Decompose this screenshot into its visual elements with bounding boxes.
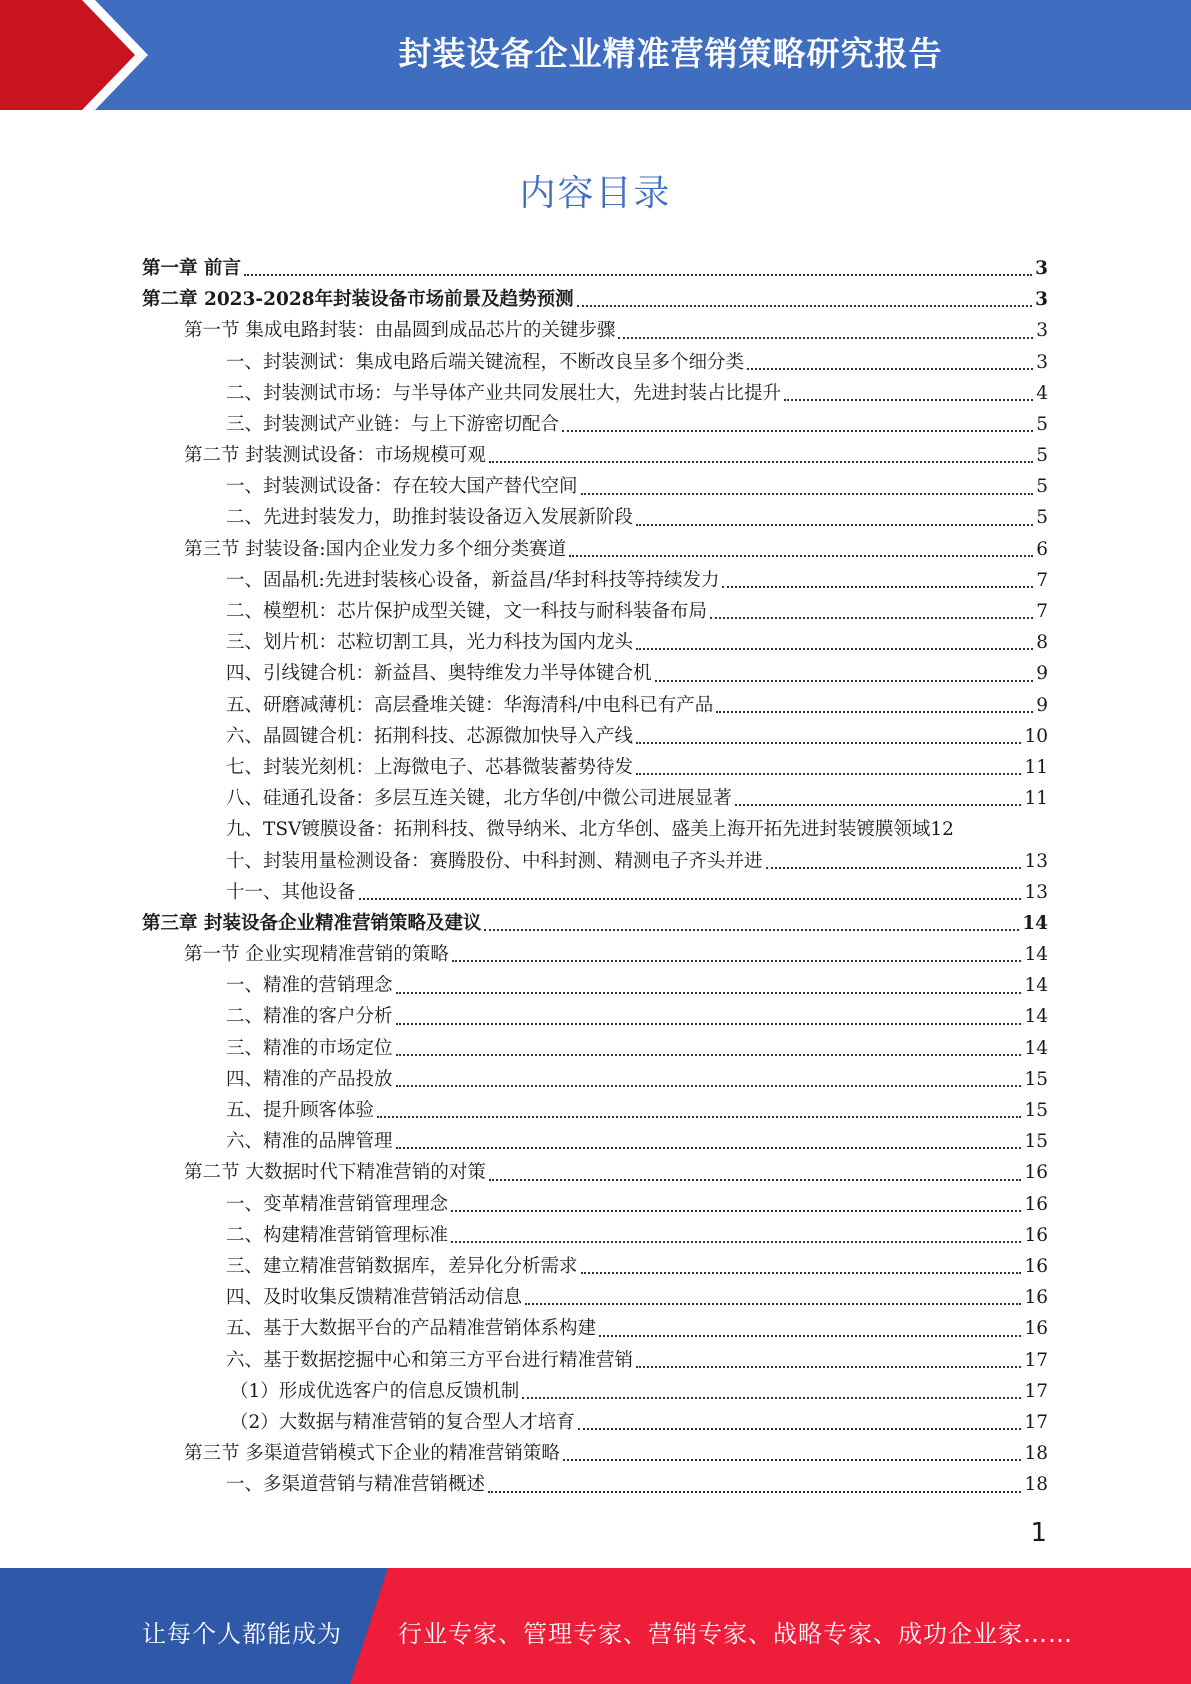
toc-entry-title: 第三节 多渠道营销模式下企业的精准营销策略: [184, 1443, 560, 1465]
toc-entry-title: 三、划片机：芯粒切割工具，光力科技为国内龙头: [226, 632, 634, 654]
header-arrow-graphic: [0, 0, 148, 110]
report-title: 封装设备企业精准营销策略研究报告: [398, 34, 943, 73]
toc-leader-dots: [747, 368, 1033, 370]
toc-entry-title: 五、研磨减薄机：高层叠堆关键：华海清科/中电科已有产品: [226, 694, 714, 716]
toc-entry-title: 八、硅通孔设备：多层互连关键，北方华创/中微公司进展显著: [226, 788, 732, 810]
toc-entry-title: 三、精准的市场定位: [226, 1037, 393, 1059]
toc-entry[interactable]: [142, 939, 1048, 970]
toc-entry[interactable]: [142, 409, 1048, 440]
toc-entry-page: 18: [1024, 1474, 1048, 1496]
toc-entry-page: 12: [930, 819, 954, 841]
toc-leader-dots: [735, 804, 1022, 806]
toc-entry-page: 5: [1036, 413, 1048, 435]
toc-leader-dots: [451, 1210, 1021, 1212]
toc-entry[interactable]: [142, 1376, 1048, 1407]
toc-entry-page: 16: [1024, 1318, 1048, 1340]
toc-leader-dots: [636, 742, 1021, 744]
toc-leader-dots: [489, 461, 1033, 463]
toc-entry-page: 10: [1024, 725, 1048, 747]
toc-leader-dots: [489, 1179, 1022, 1181]
toc-entry[interactable]: [142, 1438, 1048, 1469]
toc-leader-dots: [563, 1459, 1022, 1461]
toc-leader-dots: [484, 929, 1019, 931]
toc-entry[interactable]: [142, 908, 1048, 939]
toc-leader-dots: [396, 992, 1022, 994]
toc-leader-dots: [581, 1272, 1022, 1274]
toc-entry[interactable]: [142, 315, 1048, 346]
toc-leader-dots: [784, 399, 1033, 401]
toc-entry-title: （1）形成优选客户的信息反馈机制: [230, 1380, 520, 1402]
toc-entry-page: 14: [1024, 944, 1048, 966]
toc-entry-page: 5: [1036, 476, 1048, 498]
toc-entry-page: 16: [1024, 1255, 1048, 1277]
toc-entry-page: 13: [1024, 850, 1048, 872]
toc-entry-title: 十、封装用量检测设备：赛腾股份、中科封测、精测电子齐头并进: [226, 850, 763, 872]
toc-entry[interactable]: [142, 1345, 1048, 1376]
toc-entry-page: 16: [1024, 1224, 1048, 1246]
toc-leader-dots: [396, 1054, 1022, 1056]
toc-leader-dots: [636, 524, 1033, 526]
toc-entry[interactable]: [142, 1002, 1048, 1033]
toc-entry[interactable]: [142, 1033, 1048, 1064]
toc-leader-dots: [636, 648, 1033, 650]
toc-entry-title: 二、先进封装发力，助推封装设备迈入发展新阶段: [226, 507, 634, 529]
toc-entry[interactable]: [142, 440, 1048, 471]
footer-banner: [0, 1568, 1191, 1684]
toc-entry-title: 六、基于数据挖掘中心和第三方平台进行精准营销: [226, 1349, 634, 1371]
toc-entry-page: 4: [1036, 382, 1048, 404]
toc-entry-page: 8: [1036, 632, 1048, 654]
toc-entry-page: 18: [1024, 1443, 1048, 1465]
toc-leader-dots: [569, 555, 1033, 557]
toc-entry-title: 二、模塑机：芯片保护成型关键，文一科技与耐科装备布局: [226, 601, 708, 623]
toc-entry-title: 九、TSV镀膜设备：拓荆科技、微导纳米、北方华创、盛美上海开拓先进封装镀膜领域: [226, 819, 931, 841]
toc-leader-dots: [636, 773, 1021, 775]
toc-leader-dots: [377, 1116, 1021, 1118]
toc-entry-title: 十一、其他设备: [226, 881, 356, 903]
toc-entry-title: 第二节 大数据时代下精准营销的对策: [184, 1162, 486, 1184]
toc-entry-page: 7: [1036, 601, 1048, 623]
toc-entry-title: 一、封装测试设备：存在较大国产替代空间: [226, 476, 578, 498]
toc-leader-dots: [716, 711, 1033, 713]
toc-leader-dots: [244, 274, 1032, 276]
toc-leader-dots: [636, 1366, 1021, 1368]
toc-entry-page: 14: [1024, 1037, 1048, 1059]
toc-leader-dots: [655, 680, 1034, 682]
toc-leader-dots: [396, 1085, 1022, 1087]
toc-entry[interactable]: [142, 721, 1048, 752]
toc-leader-dots: [618, 337, 1033, 339]
toc-entry-title: 五、基于大数据平台的产品精准营销体系构建: [226, 1318, 597, 1340]
toc-entry-page: 16: [1024, 1162, 1048, 1184]
toc-entry-title: 第一章 前言: [142, 257, 241, 279]
toc-entry-title: 三、建立精准营销数据库，差异化分析需求: [226, 1255, 578, 1277]
toc-entry-title: 第一节 集成电路封装：由晶圆到成品芯片的关键步骤: [184, 320, 616, 342]
toc-leader-dots: [766, 867, 1022, 869]
toc-leader-dots: [488, 1491, 1021, 1493]
toc-entry-page: 13: [1024, 881, 1048, 903]
footer-slogan-left: 让每个人都能成为: [142, 1620, 342, 1648]
toc-entry-title: 四、及时收集反馈精准营销活动信息: [226, 1287, 523, 1309]
toc-entry[interactable]: [142, 1157, 1048, 1188]
toc-entry[interactable]: [142, 1189, 1048, 1220]
toc-entry[interactable]: [142, 1126, 1048, 1157]
toc-leader-dots: [359, 898, 1022, 900]
toc-entry[interactable]: [142, 503, 1048, 534]
toc-entry-title: 二、封装测试市场：与半导体产业共同发展壮大，先进封装占比提升: [226, 382, 782, 404]
toc-entry-title: 五、提升顾客体验: [226, 1100, 375, 1122]
toc-entry-title: 六、精准的品牌管理: [226, 1131, 393, 1153]
toc-entry[interactable]: [142, 471, 1048, 502]
toc-entry[interactable]: [142, 877, 1048, 908]
toc-leader-dots: [577, 305, 1033, 307]
toc-entry-title: 第三章 封装设备企业精准营销策略及建议: [142, 912, 482, 934]
toc-entry-title: （2）大数据与精准营销的复合型人才培育: [230, 1411, 575, 1433]
toc-leader-dots: [452, 960, 1022, 962]
toc-leader-dots: [581, 493, 1034, 495]
toc-leader-dots: [396, 1147, 1022, 1149]
toc-entry-page: 7: [1036, 569, 1048, 591]
toc-entry-page: 17: [1024, 1411, 1048, 1433]
toc-leader-dots: [710, 617, 1033, 619]
toc-leader-dots: [599, 1335, 1021, 1337]
toc-entry-page: 15: [1024, 1131, 1048, 1153]
toc-entry-page: 6: [1036, 538, 1048, 560]
toc-entry-title: 一、固晶机:先进封装核心设备，新益昌/华封科技等持续发力: [226, 569, 720, 591]
toc-entry[interactable]: [142, 627, 1048, 658]
toc-entry-title: 第三节 封装设备:国内企业发力多个细分类赛道: [184, 538, 567, 560]
toc-entry[interactable]: [142, 970, 1048, 1001]
toc-entry[interactable]: [142, 1469, 1048, 1500]
toc-leader-dots: [722, 586, 1033, 588]
toc-entry-title: 一、封装测试：集成电路后端关键流程，不断改良呈多个细分类: [226, 351, 745, 373]
toc-leader-dots: [562, 430, 1033, 432]
toc-entry[interactable]: [142, 1407, 1048, 1438]
toc-entry-page: 16: [1024, 1193, 1048, 1215]
toc-entry[interactable]: [142, 690, 1048, 721]
toc-entry-title: 三、封装测试产业链：与上下游密切配合: [226, 413, 560, 435]
toc-entry-page: 14: [1022, 912, 1048, 934]
toc-entry-page: 11: [1024, 788, 1048, 810]
toc-entry-page: 3: [1035, 289, 1048, 311]
toc-entry-page: 5: [1036, 445, 1048, 467]
toc-entry-page: 5: [1036, 507, 1048, 529]
toc-entry-page: 9: [1036, 694, 1048, 716]
toc-entry-page: 3: [1035, 257, 1048, 279]
toc-entry[interactable]: [142, 783, 1048, 814]
toc-entry-title: 六、晶圆键合机：拓荆科技、芯源微加快导入产线: [226, 725, 634, 747]
toc-entry[interactable]: [142, 1282, 1048, 1313]
toc-entry-title: 一、变革精准营销管理理念: [226, 1193, 449, 1215]
toc-entry-page: 3: [1036, 351, 1048, 373]
header-banner: [0, 0, 1191, 110]
toc-entry[interactable]: [142, 846, 1048, 877]
page-number: 1: [1030, 1518, 1047, 1548]
toc-entry[interactable]: [142, 565, 1048, 596]
toc-entry[interactable]: [142, 1064, 1048, 1095]
toc-entry-page: 15: [1024, 1100, 1048, 1122]
toc-entry[interactable]: [142, 378, 1048, 409]
toc-entry-title: 第二章 2023-2028年封装设备市场前景及趋势预测: [142, 289, 574, 311]
toc-entry-title: 二、精准的客户分析: [226, 1006, 393, 1028]
toc-entry-title: 二、构建精准营销管理标准: [226, 1224, 449, 1246]
toc-entry-page: 14: [1024, 975, 1048, 997]
toc-entry[interactable]: [142, 347, 1048, 378]
toc-entry-page: 9: [1036, 663, 1048, 685]
toc-entry[interactable]: [142, 1251, 1048, 1282]
toc-entry[interactable]: [142, 284, 1048, 315]
toc-entry-page: 14: [1024, 1006, 1048, 1028]
toc-entry[interactable]: [142, 596, 1048, 627]
toc-entry-title: 第一节 企业实现精准营销的策略: [184, 944, 449, 966]
toc-entry-title: 四、引线键合机：新益昌、奥特维发力半导体键合机: [226, 663, 652, 685]
toc-entry[interactable]: [142, 253, 1048, 284]
toc-entry-page: 16: [1024, 1287, 1048, 1309]
toc-entry-page: 15: [1024, 1068, 1048, 1090]
toc-entry-page: 11: [1024, 756, 1048, 778]
toc-entry-page: 17: [1024, 1349, 1048, 1371]
table-of-contents: [142, 253, 1048, 1501]
toc-leader-dots: [451, 1241, 1021, 1243]
toc-entry[interactable]: [142, 814, 1048, 845]
toc-leader-dots: [578, 1428, 1022, 1430]
toc-entry[interactable]: [142, 658, 1048, 689]
toc-entry-page: 17: [1024, 1380, 1048, 1402]
toc-entry-title: 一、精准的营销理念: [226, 975, 393, 997]
toc-leader-dots: [396, 1023, 1022, 1025]
toc-entry[interactable]: [142, 1095, 1048, 1126]
toc-entry-title: 第二节 封装测试设备：市场规模可观: [184, 445, 486, 467]
toc-entry[interactable]: [142, 752, 1048, 783]
toc-entry-page: 3: [1036, 320, 1048, 342]
toc-entry[interactable]: [142, 1220, 1048, 1251]
footer-slogan-right: 行业专家、管理专家、营销专家、战略专家、成功企业家……: [398, 1620, 1073, 1648]
toc-entry-title: 四、精准的产品投放: [226, 1068, 393, 1090]
toc-entry[interactable]: [142, 1313, 1048, 1344]
toc-entry-title: 七、封装光刻机：上海微电子、芯碁微装蓄势待发: [226, 756, 634, 778]
toc-entry[interactable]: [142, 534, 1048, 565]
toc-leader-dots: [522, 1397, 1021, 1399]
toc-heading: 内容目录: [519, 173, 672, 214]
toc-leader-dots: [525, 1303, 1021, 1305]
toc-entry-title: 一、多渠道营销与精准营销概述: [226, 1474, 486, 1496]
